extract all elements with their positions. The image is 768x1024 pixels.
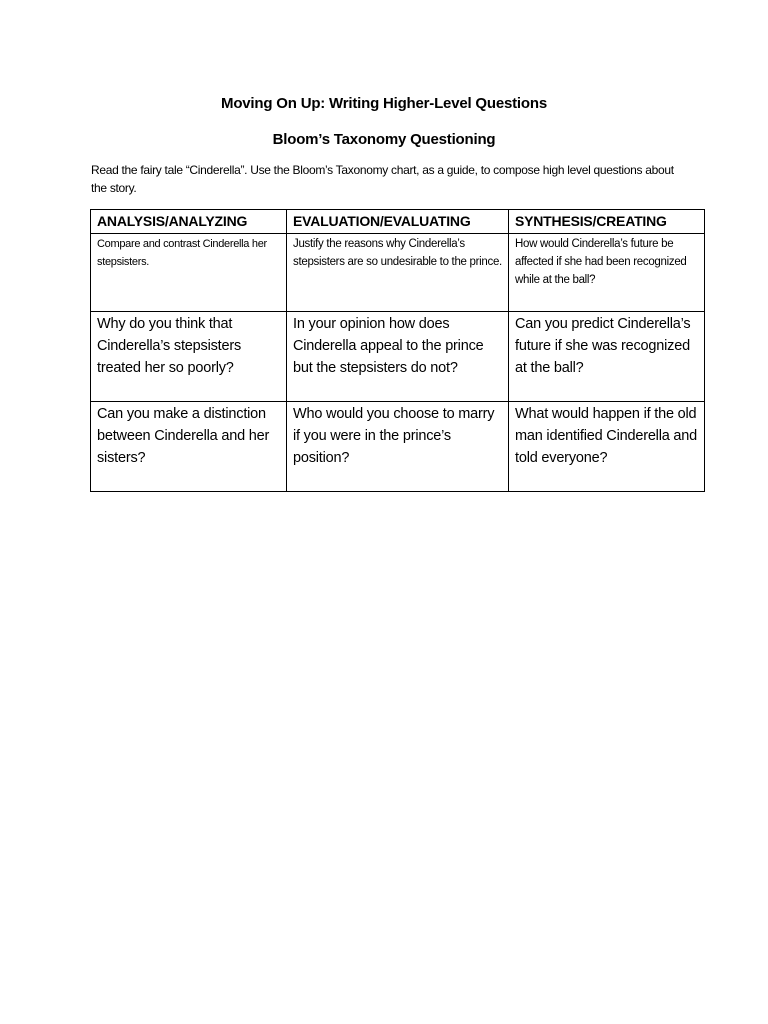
example-analysis: Compare and contrast Cinderella her stepsisters. <box>91 234 287 312</box>
question-evaluation-1: In your opinion how does Cinderella appeal to the prince but the stepsisters do not? <box>287 312 509 402</box>
table-header-row <box>91 210 705 234</box>
page-subtitle: Bloom’s Taxonomy Questioning <box>272 131 496 148</box>
question-evaluation-2: Who would you choose to marry if you were in the prince’s position? <box>287 402 509 492</box>
question-synthesis-1: Can you predict Cinderella’s future if she was recognized at the ball? <box>509 312 705 402</box>
header-evaluation: EVALUATION/EVALUATING <box>287 210 509 234</box>
example-evaluation: Justify the reasons why Cinderella’s stepsisters are so undesirable to the prince. <box>287 234 509 312</box>
header-analysis: ANALYSIS/ANALYZING <box>91 210 287 234</box>
table-row-examples <box>91 234 705 312</box>
header-synthesis: SYNTHESIS/CREATING <box>509 210 705 234</box>
instructions-text: Read the fairy tale “Cinderella”. Use the Bloom’s Taxonomy chart, as a guide, to compose high level questions about the story. <box>91 163 674 195</box>
table-row <box>91 312 705 402</box>
table-row <box>91 402 705 492</box>
question-analysis-1: Why do you think that Cinderella’s stepsisters treated her so poorly? <box>91 312 287 402</box>
question-synthesis-2: What would happen if the old man identified Cinderella and told everyone? <box>509 402 705 492</box>
example-synthesis: How would Cinderella’s future be affected if she had been recognized while at the ball? <box>509 234 705 312</box>
page-title: Moving On Up: Writing Higher-Level Questions <box>221 95 547 112</box>
question-analysis-2: Can you make a distinction between Cinderella and her sisters? <box>91 402 287 492</box>
blooms-taxonomy-table <box>90 209 705 492</box>
